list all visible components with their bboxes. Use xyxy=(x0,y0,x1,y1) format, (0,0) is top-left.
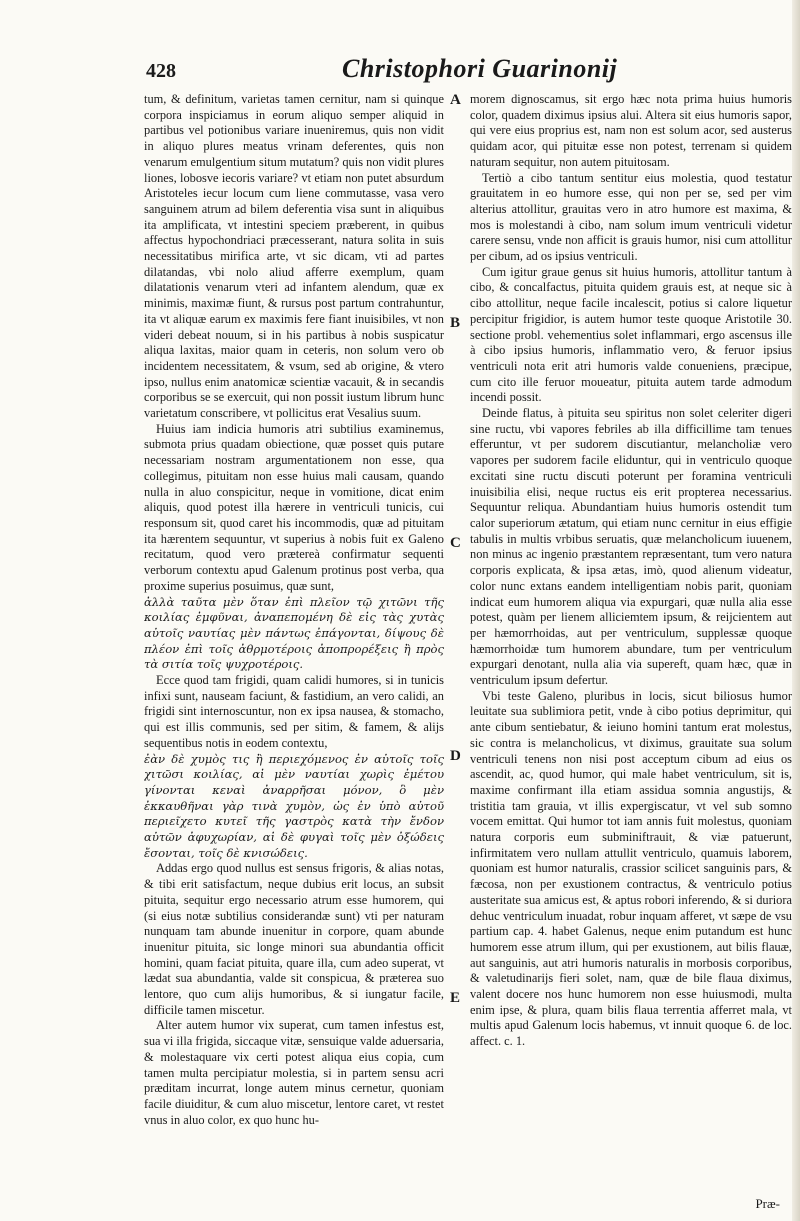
margin-letter: E xyxy=(450,990,461,1006)
margin-letter: A xyxy=(450,92,461,108)
paragraph: Alter autem humor vix superat, cum tamen infestus est, sua vi illa frigida, siccaque vitæ, sensuique valde aduersaria, & molestaquare vix certi potest aliqua eius copia, cum tamen multa percipiatur molestia, si in partem sensu acri præditam incurrat, longe autem minus cernetur, quoniam facile diuiditur, & cum aluo miscetur, lentore caret, vt restet vnus in aluo color, ex quo hunc hu- xyxy=(144,1018,444,1127)
paragraph: Deinde flatus, à pituita seu spiritus non solet celeriter digeri sine ructu, vbi vapores febriles ab illa difficillime tam tenues efferuntur, vt per sudorem discutiantur, melancholiæ vero vapores per sudorem facile eliduntur, qui in ventriculo quoque excitati sine ructu discuti poterunt per foramina ventriculi inuisibilia elisi, neque ructus eis erit propterea necessarius. Sequuntur reliqua. Abundantiam huius humoris ostendit tum calor superiorum ætatum, qui etiam nunc cernitur in eius effigie tabulis in multis vrbibus seruatis, quæ melancholicum iuuenem, non minus ac ingenio præstantem repræsentant, tum vero natura corporis explicata, & ipsa ætas, imò, quod alienum videatur, color nunc extans eandem intelligentiam nobis parit, quoniam indicat eum humorem aliqua via expurgari, quæ nulla alia esse potest, quàm per lienem alliciemtem ipsum, & reijcientem aut per hæmorrhoidas, aut per ventriculum, supplessæ quoque hæmorrhoidæ tum humorem abundare, tum per ventriculum expurgari denotant, nulla alia via supereft, quam hæc, quæ in ventriculum ipsum defertur. xyxy=(470,406,792,688)
page-header xyxy=(142,52,742,86)
margin-letter: D xyxy=(450,748,461,764)
paragraph: Huius iam indicia humoris atri subtilius examinemus, submota prius quadam obiectione, quæ posset quis putare necessariam nostram argumentationem non esse, qua collegimus, pituitam non esse huius mali causam, quando nulla in aluo conspicitur, neque in vomitione, dicat enim aliquis, quod potest illa hærere in ventriculi tunicis, cui responsum sit, quod caret his incommodis, quæ ad pituitam ita hærentem sequuntur, vt superius à nobis fuit ex Galeno recitatum, quod vero prætereà confirmatur sequenti verborum contextu apud Galenum protinus post verba, qua proxime superius posuimus, quæ sunt, xyxy=(144,421,444,593)
margin-letter: C xyxy=(450,535,461,551)
paragraph: Ecce quod tam frigidi, quam calidi humores, si in tunicis infixi sunt, nauseam faciunt, & fastidium, an vero calidi, an frigidi sint internoscuntur, non ex ipsa nausea, & stomacho, qui est illis communis, sed per sitim, & famem, & alijs sequentibus notis in eodem contextu, xyxy=(144,673,444,750)
right-column xyxy=(470,92,792,1212)
paragraph: Addas ergo quod nullus est sensus frigoris, & alias notas, & tibi erit satisfactum, neque dubius erit locus, an subsit pituita, sequitur ergo necessario atrum esse humorem, qui (si eius notæ subtilius considerandæ sunt) vti per naturam nunquam tam abunde inuenitur in corpore, quam abunde inuenitur pituita, sic longe minori sua abundantia officit homini, quam faciat pituita, quare illa, cum adeo superat, vt lædat sua abundantia, valde sit conspicua, & præterea suo lentore, quo cum alijs humoribus, & si iungatur facile, difficile tamen miscetur. xyxy=(144,861,444,1017)
paragraph: Cum igitur graue genus sit huius humoris, attollitur tantum à cibo, & concalfactus, pituita quidem grauis est, at neque sic à cibo attollitur, neque facile incalescit, potius si calore liquetur percipitur frigidior, is autem humor teste quoque Aristotile 30. sectione probl. vehementius solet inflammari, ergo ascensus ille à cibo ipsius humoris, inflammatio vero, & feruor ipsius ventriculi nota erit atri humoris valde conueniens, præcipue, cum cito ille feruor moueatur, pituita autem tarde admodum incendi possit. xyxy=(470,264,792,405)
page-number: 428 xyxy=(146,60,176,82)
margin-letter: B xyxy=(450,315,461,331)
paragraph: morem dignoscamus, sit ergo hæc nota prima huius humoris color, quadem diximus ipsius alui. Altera sit eius humoris sapor, qui vere eius proprius est, nam non est solum acor, sed austerus quidam acor, qui pituitæ esse non potest, terrenam si quidem naturam sequitur, non autem pituitosam. xyxy=(470,92,792,169)
catchword: Præ- xyxy=(755,1196,780,1211)
greek-quotation: ἐὰν δὲ χυμὸς τις ἢ περιεχόμενος ἐν αὐτοῖς τοῖς χιτῶσι κοιλίας, αἱ μὲν ναυτίαι χωρὶς ἐμέτου γίνονται κεναὶ ἀναρρῆσαι μόνον, ὃ μὲν ἐκκαυθῆναι γὰρ τινὰ χυμὸν, ὡς ἐν ὑπὸ αὐτοῦ περιεῖχετο κυτεῖ τῆς γαστρὸς κατὰ τὴν ἔνδον αὐτῶν ἀφυχωρίαν, αἱ δὲ φυγαὶ τοῖς μὲν ὀξώδεις ἔσονται, τοῖς δὲ κνισώδεις. xyxy=(144,751,444,860)
running-title: Christophori Guarinonij xyxy=(342,54,618,83)
paragraph: Vbi teste Galeno, pluribus in locis, sicut biliosus humor leuitate sua sublimiora petit, vnde à cibo potius deprimitur, qui ante cibum sentiebatur, & ieiuno homini tantum erat molestus, sic contra is melancholicus, vt diximus, grauitate sua solum ventriculi tenens non nisi post acceptum cibum ad eius os ascendit, ac, quod humor, qui male habet ventriculum, sit is, maxime confirmant illa etiam assidua somnia angustijs, & tristitia tam grauia, vt illis expergiscatur, vt vel sub somno vocem emittat. Qui humor tot iam annis fuit molestus, quoniam natura corporis eum subminiftrauit, & viæ patuerunt, infirmitatem vero nullam attullit ventriculo, quamuis laborem, quoniam est humor naturalis, crassior scilicet sanguinis pars, & fæcosa, non per exustionem contractus, & ventriculo potius austeritate sua amicus est, & aptus robori inferendo, & si duriora dehuc ventriculum inuadat, robur inquam afferet, vt sæpe de vsu partium cap. 4. habet Galenus, neque enim putandum est hunc humorem esse atrum illum, qui per exustionem, aut bilis flauæ, aut sanguinis, aut atri humoris naturalis in morbosis corporibus, & valetudinarijs fieri solet, nam, quæ de bile flaua diximus, valent docere nos hunc humorem non esse huiusmodi, multa enim ipse, & plura, quam bilis flaua terrentia afferret mala, vt multis apud Galenum locis habemus, vt innuit quoque 6. de loc. affect. c. 1. xyxy=(470,688,792,1049)
page-edge xyxy=(792,0,800,1221)
greek-quotation: ἀλλὰ ταῦτα μὲν ὅταν ἐπὶ πλεῖον τῷ χιτῶνι τῆς κοιλίας ἐμφῦναι, ἀναπεπομένη δὲ εἰς τὰς χυτὰς αὐτοῖς ναυτίας μὲν πάντως ἐπάγονται, δίψους δὲ πλέον ἐπὶ τοῖς ἀθρμοτέροις ἀποπρορέξεις ἢ πρὸς τὰ σιτία τοῖς ψυχροτέροις. xyxy=(144,594,444,672)
left-column xyxy=(144,92,444,1212)
paragraph: Tertiò a cibo tantum sentitur eius molestia, quod testatur grauitatem in eo humore esse, qui non per se, sed per vim alterius attollitur, grauitas vero in atro humore est maxima, & mos is molestandi à cibo, nam solum imum ventriculi videtur carere sensu, vnde non afficit is grauis humor, nisi cum attollitur per cibum, ad os ipsius ventriculi. xyxy=(470,170,792,264)
paragraph: tum, & definitum, varietas tamen cernitur, nam si quinque corpora inspiciamus in eorum aliquo semper aliquid in partibus vel potionibus variare inueniremus, quis non vidit in aliquo plures meatus vrinam deferentes, quis non venarum emulgentium situm mutatum? quis non vidit plures liones, lobosve iecoris variare? vt etiam non putet absurdum Aristoteles iecur locum cum liene commutasse, vasa vero sanguinem atrum ad bilem deferentia visa sunt in aliquibus ita amplificata, vt intestini speciem præberent, in quibus affectus hypochondriaci præcesserant, natura solita in suis necessitatibus mirifica arte, vt sic dicam, vti ad partes dilatandas, vbi nolo aliud afferre exemplum, quam dilatationis venarum vteri ad infantem alendum, quæ ex minimis, maximæ fiunt, & rursus post partum contrahuntur, ita vt aliquæ earum ex maximis fere fiant inuisibiles, vt non videri debeat nouum, si in his partibus à nobis suspicatur aliqua laxitas, maior quam in ceteris, non solum vero ob incidentem necessitatem, & vsum, sed ab origine, & vtero ipso, nullus enim anatomicæ scientiæ vacauit, & in secandis corporibus se se exercuit, qui non possit iustum librum hunc varietatum conscribere, vt pollicitus erat Vesalius suum. xyxy=(144,92,444,421)
